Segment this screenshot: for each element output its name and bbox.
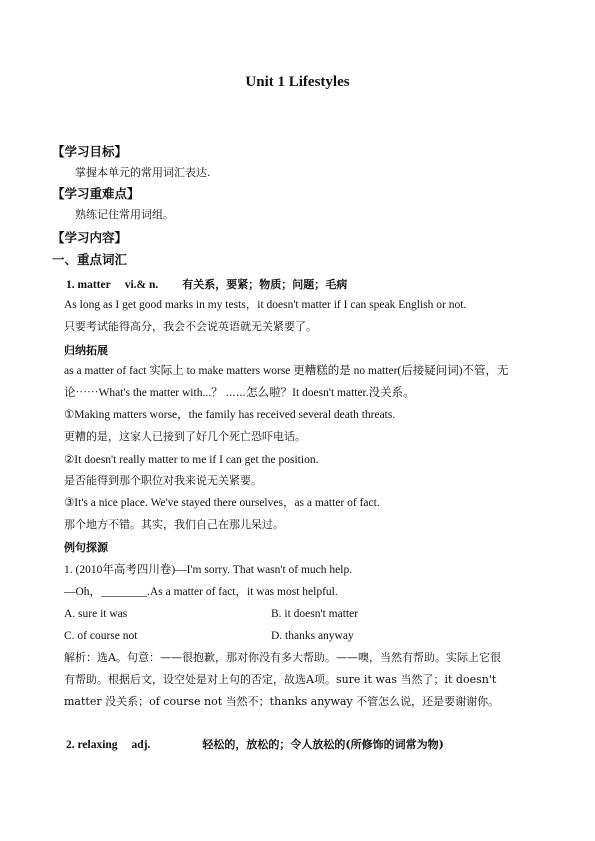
extend-line-2: 论⋯⋯What's the matter with...？ ⋯⋯怎么啦？It doesn't matter.没关系。 [64,387,415,399]
key-points-heading: 【学习重难点】 [52,186,140,201]
word1-example-en: As long as I get good marks in my tests，it doesn't matter if I can speak English or not. [64,299,467,311]
option-b: B. it doesn't matter [271,608,359,620]
page-title: Unit 1 Lifestyles [245,74,350,90]
word1-pos: vi.& n. [124,279,159,291]
extend-example-3-zh: 那个地方不错。其实，我们自己在那儿呆过。 [64,518,284,531]
extend-example-2-zh: 是否能得到那个职位对我来说无关紧要。 [64,474,262,487]
option-d: D. thanks anyway [271,630,354,642]
extend-heading: 归纳拓展 [64,344,108,357]
part1-heading: 一、重点词汇 [52,252,128,267]
question-line-1: 1. (2010年高考四川卷)—I'm sorry. That wasn't of much help. [64,564,353,576]
analysis-line-1: 解析：选A。句意：——很抱歉，那对你没有多大帮助。——噢，当然有帮助。实际上它很 [64,651,501,664]
goal-text: 掌握本单元的常用词汇表达. [75,166,211,179]
key-points-text: 熟练记住常用词组。 [75,208,174,221]
word1-header [66,278,347,292]
option-a: A. sure it was [64,608,128,620]
extend-example-3-en: ③It's a nice place. We've stayed there ourselves，as a matter of fact. [64,497,380,509]
analysis-line-3: matter 没关系；of course not 当然不；thanks anyway 不管怎么说，还是要谢谢你。 [64,695,500,708]
word2-pos: adj. [131,739,151,751]
analysis-line-2: 有帮助。根据后文，设空处是对上句的否定，故选A项。sure it was 当然了；it doesn't [64,673,497,686]
content-heading: 【学习内容】 [52,230,128,245]
word2-meaning: 轻松的，放松的；令人放松的(所修饰的词常为物) [202,738,444,751]
word2-head: 2. relaxing [66,739,118,751]
extend-example-2-en: ②It doesn't really matter to me if I can get the position. [64,454,319,466]
option-c: C. of course not [64,630,138,642]
question-line-2: —Oh，________.As a matter of fact，it was most helpful. [64,586,338,598]
word1-meaning: 有关系，要紧；物质；问题；毛病 [182,278,348,291]
extend-line-1: as a matter of fact 实际上 to make matters worse 更糟糕的是 no matter(后接疑问词)不管，无 [64,365,509,377]
word2-header [66,738,444,752]
extend-example-1-zh: 更糟的是，这家人已接到了好几个死亡恐吓电话。 [64,430,306,443]
word1-example-zh: 只要考试能得高分，我会不会说英语就无关紧要了。 [64,320,317,333]
extend-example-1-en: ①Making matters worse，the family has received several death threats. [64,409,396,421]
goal-heading: 【学习目标】 [52,144,128,159]
probe-heading: 例句探源 [64,541,108,554]
word1-head: 1. matter [66,279,111,291]
